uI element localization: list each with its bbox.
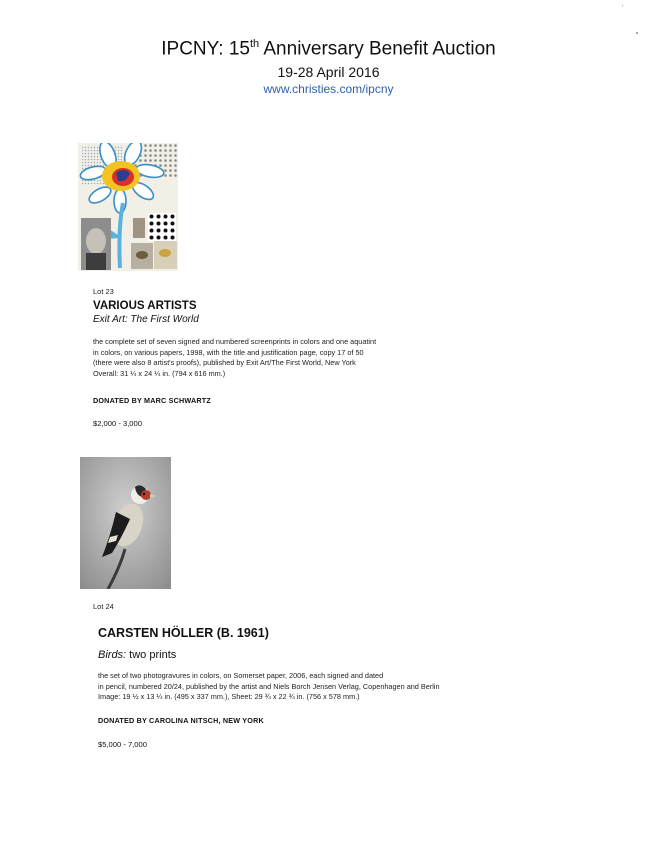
lot-23-image: [78, 143, 178, 271]
lot-24-description-line: in pencil, numbered 20/24, published by the artist and Niels Borch Jensen Verlag, Copenhagen and Berlin: [98, 681, 440, 691]
scan-speck: [622, 5, 623, 6]
lot-24-donor: DONATED BY CAROLINA NITSCH, NEW YORK: [98, 716, 264, 725]
lot-23-description-line: the complete set of seven signed and numbered screenprints in colors and one aquatint: [93, 337, 377, 346]
lot-23-artist: VARIOUS ARTISTS: [93, 300, 197, 312]
lot-23-description-line: in colors, on various papers, 1998, with the title and justification page, copy 17 of 50: [93, 347, 364, 357]
lot-24-image: [80, 457, 171, 589]
lot-23-work-title: Exit Art: The First World: [93, 314, 199, 325]
lot-24-artist: CARSTEN HÖLLER (B. 1961): [98, 626, 269, 640]
lot-23-description-line: (there were also 8 artist's proofs), published by Exit Art/The First World, New York: [93, 358, 356, 367]
lot-23-description: [93, 337, 376, 379]
lot-24-description-line: the set of two photogravures in colors, on Somerset paper, 2006, each signed and dated: [98, 671, 384, 680]
lot-23-donor: DONATED BY MARC SCHWARTZ: [93, 396, 211, 405]
auction-url-link[interactable]: www.christies.com/ipcny: [263, 82, 394, 96]
lot-24-estimate: $5,000 - 7,000: [98, 740, 147, 749]
page-title: IPCNY: 15th Anniversary Benefit Auction: [161, 38, 496, 60]
lot-24-work-title: Birds: two prints: [98, 649, 177, 661]
lot-23-number: Lot 23: [93, 287, 114, 296]
auction-dates: 19-28 April 2016: [277, 64, 380, 80]
lot-24-number: Lot 24: [93, 602, 114, 611]
lot-23-estimate: $2,000 - 3,000: [93, 419, 142, 428]
scan-speck: [636, 32, 638, 34]
lot-23-description-line: Overall: 31 ¼ x 24 ¼ in. (794 x 616 mm.): [93, 368, 226, 378]
lot-24-description: [98, 671, 440, 703]
lot-24-description-line: Image: 19 ½ x 13 ¼ in. (495 x 337 mm.), Sheet: 29 ¾ x 22 ¾ in. (756 x 578 mm.): [98, 692, 360, 701]
